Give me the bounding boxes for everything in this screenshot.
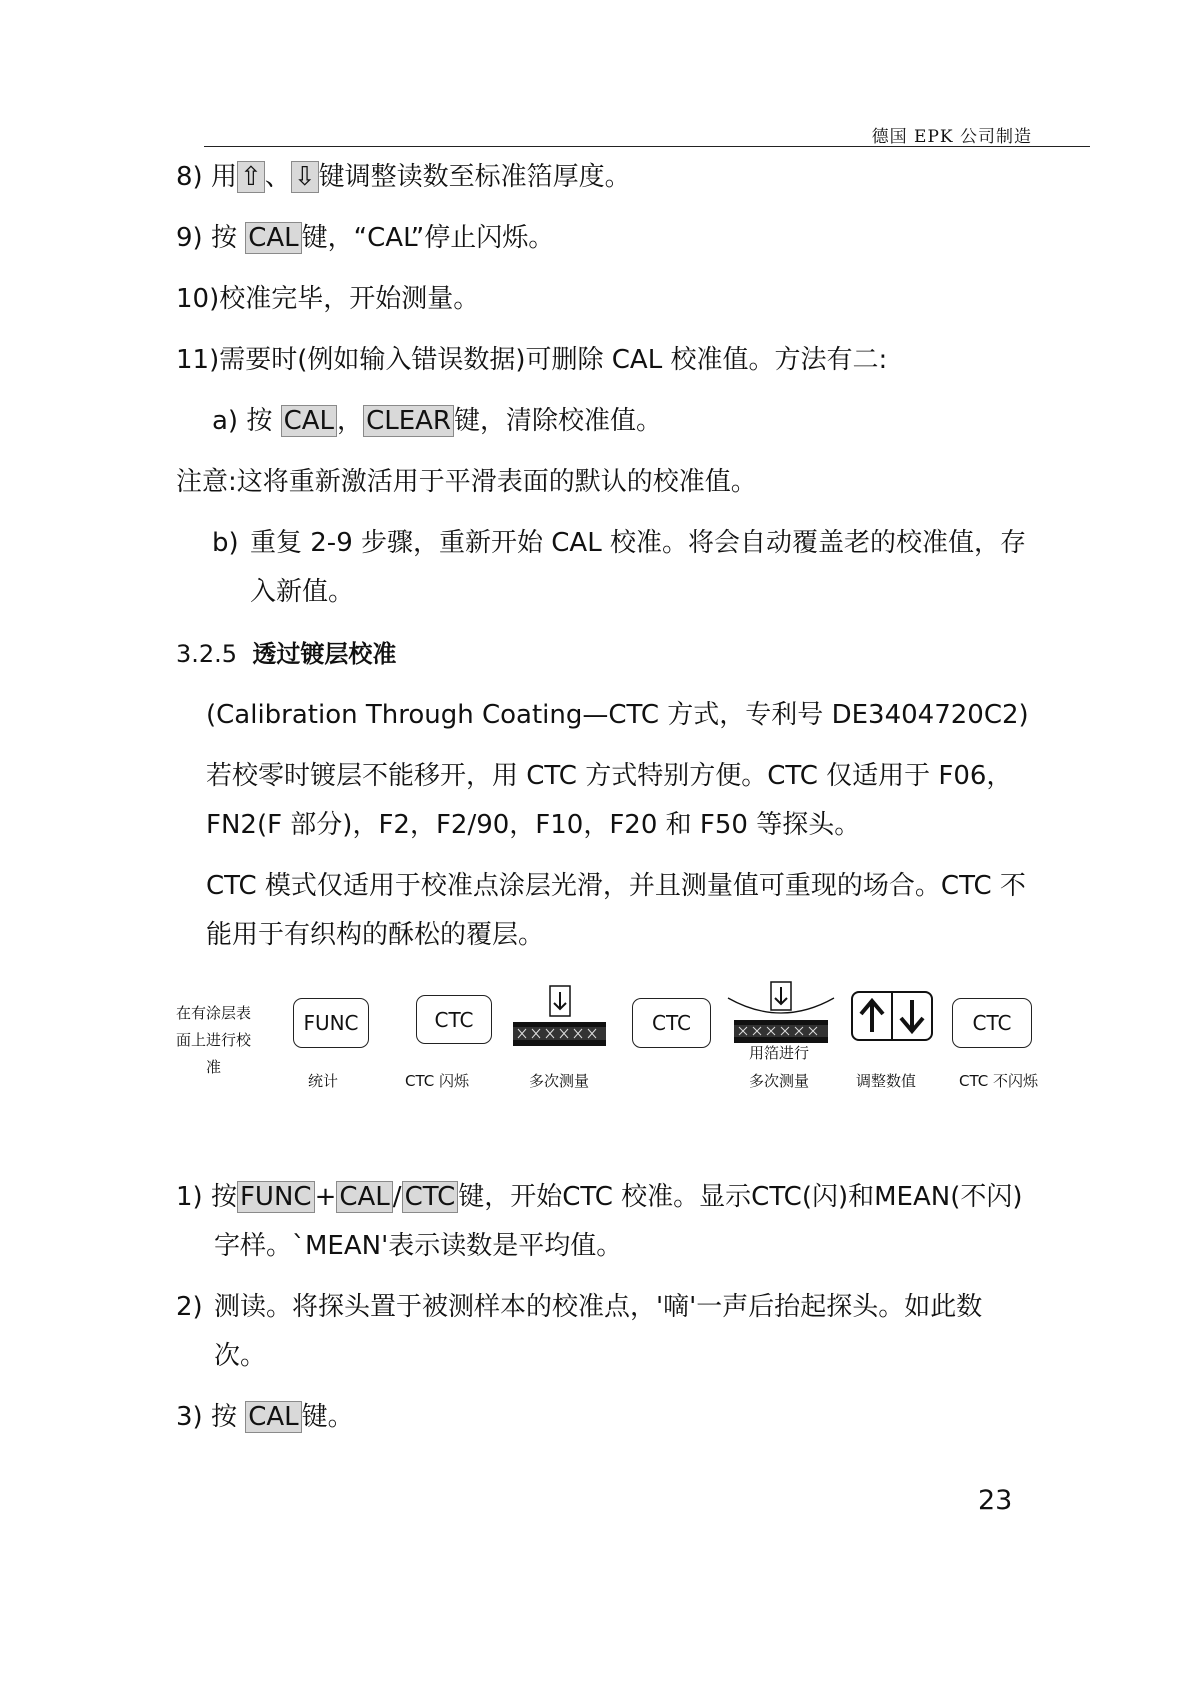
step-number: 8) (176, 162, 203, 192)
sub-step-b-line1: 重复 2-9 步骤，重新开始 CAL 校准。将会自动覆盖老的校准值，存 (250, 528, 1026, 558)
ctc-step-1-line2: 字样。`MEAN'表示读数是平均值。 (214, 1231, 623, 1261)
figure-intro-line: 在有涂层表 (176, 1004, 252, 1022)
ctc-button-icon: CTC (952, 998, 1032, 1048)
step-text: 用 (210, 162, 237, 192)
step-text: 键，清除校准值。 (453, 406, 662, 436)
up-down-arrow-keys-icon (850, 990, 934, 1042)
note: 注意:这将重新激活用于平滑表面的默认的校准值。 (176, 467, 757, 497)
ctc-subtitle: (Calibration Through Coating—CTC 方式，专利号 DE3404720C2) (206, 700, 1029, 730)
separator: ， (337, 406, 364, 436)
cal-key: CAL (245, 222, 301, 254)
label-foil: 用箔进行 (749, 1044, 810, 1062)
step-text: 按 (210, 223, 246, 253)
down-arrow-key: ⇩ (291, 161, 319, 193)
ctc-para1-line1: 若校零时镀层不能移开，用 CTC 方式特别方便。CTC 仅适用于 F06， (206, 761, 1013, 791)
separator: 、 (264, 162, 291, 192)
step-number: 1) (176, 1182, 203, 1212)
step-11: 11)需要时(例如输入错误数据)可删除 CAL 校准值。方法有二: (176, 345, 888, 375)
ctc-button-icon: CTC (416, 995, 492, 1044)
ctc-key: CTC (402, 1181, 459, 1213)
header-title: 德国 EPK 公司制造 (871, 127, 1032, 147)
page-header (204, 118, 1090, 147)
step-text: 按 (246, 406, 281, 436)
label-ctc-noflash: CTC 不闪烁 (959, 1072, 1038, 1090)
section-title: 透过镀层校准 (252, 640, 397, 668)
step-text: 按 (210, 1182, 237, 1212)
label-multi-measure-foil: 多次测量 (749, 1072, 810, 1090)
section-number: 3.2.5 (176, 640, 238, 668)
cal-key: CAL (281, 405, 337, 437)
separator: / (392, 1182, 402, 1212)
probe-measure-icon (512, 984, 608, 1050)
step-text: 键。 (301, 1402, 354, 1432)
step-number: 3) (176, 1402, 203, 1432)
page-number: 23 (978, 1485, 1013, 1516)
step-9 (176, 221, 554, 255)
sub-step-b-line2: 入新值。 (250, 577, 355, 607)
figure-intro (176, 1000, 251, 1081)
figure-intro-line: 准 (206, 1058, 222, 1076)
ctc-button-icon: CTC (632, 998, 711, 1048)
step-text: 键调整读数至标准箔厚度。 (318, 162, 631, 192)
section-heading (176, 637, 396, 671)
ctc-para1-line2: FN2(F 部分)，F2，F2/90，F10，F20 和 F50 等探头。 (206, 810, 861, 840)
step-number: a) (212, 406, 239, 436)
step-number: 9) (176, 223, 203, 253)
ctc-step-2-line1: 测读。将探头置于被测样本的校准点，'嘀'一声后抬起探头。如此数 (214, 1292, 983, 1322)
label-multi-measure: 多次测量 (529, 1072, 590, 1090)
step-text: 键，“CAL”停止闪烁。 (301, 223, 555, 253)
up-arrow-key: ⇧ (237, 161, 265, 193)
step-text: 键，开始CTC 校准。显示CTC(闪)和MEAN(不闪) (458, 1182, 1023, 1212)
sub-step-b-number: b) (212, 528, 239, 558)
separator: + (314, 1182, 337, 1212)
ctc-step-3 (176, 1400, 354, 1434)
cal-key: CAL (245, 1401, 301, 1433)
func-key: FUNC (237, 1181, 315, 1213)
ctc-step-1 (176, 1180, 1023, 1214)
ctc-para2-line2: 能用于有织构的酥松的覆层。 (206, 920, 545, 950)
label-adjust-value: 调整数值 (856, 1072, 917, 1090)
step-text: 按 (210, 1402, 246, 1432)
sub-step-a (212, 404, 662, 438)
label-ctc-flash: CTC 闪烁 (405, 1072, 469, 1090)
figure-intro-line: 面上进行校 (176, 1031, 252, 1049)
clear-key: CLEAR (363, 405, 454, 437)
step-10: 10)校准完毕，开始测量。 (176, 284, 480, 314)
label-stat: 统计 (308, 1072, 339, 1090)
cal-key: CAL (336, 1181, 392, 1213)
ctc-para2-line1: CTC 模式仅适用于校准点涂层光滑，并且测量值可重现的场合。CTC 不 (206, 871, 1026, 901)
ctc-step-2-line2: 次。 (214, 1341, 267, 1371)
probe-foil-measure-icon (726, 980, 836, 1050)
func-button-icon: FUNC (293, 998, 369, 1048)
step-8 (176, 160, 631, 194)
ctc-step-2-number: 2) (176, 1292, 203, 1322)
